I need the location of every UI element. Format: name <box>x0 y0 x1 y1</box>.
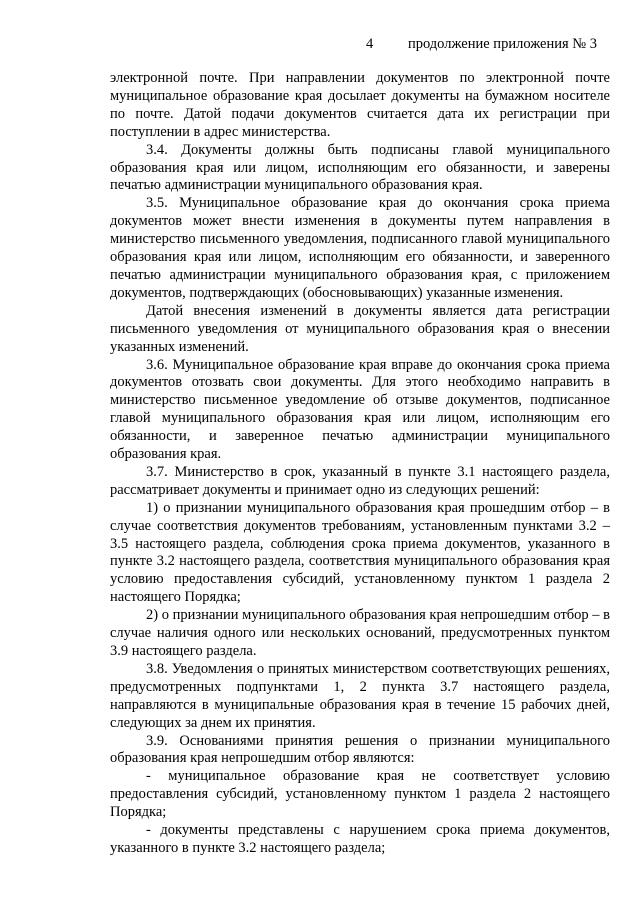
paragraph-3-8: 3.8. Уведомления о принятых министерством соответствующих решениях, предусмотренных подпунктами 1, 2 пункта 3.7 настоящего раздела, направляются в муниципальные образования края в течение 15 рабочих дней, следующих за днем их принятия. <box>110 660 610 731</box>
page-number: 4 <box>366 36 374 52</box>
paragraph-3-6: 3.6. Муниципальное образование края вправе до окончания срока приема документов отозвать свои документы. Для этого необходимо направить в министерство письменное уведомление об отзыве документов, подписанное главой муниципального образования края или лицом, исполняющим его обязанности, и заверенное печатью администрации муниципального образования края. <box>110 356 610 463</box>
paragraph-3-7-item-2: 2) о признании муниципального образования края непрошедшим отбор – в случае наличия одного или нескольких оснований, предусмотренных пунктом 3.9 настоящего раздела. <box>110 607 611 659</box>
paragraph-3-7: 3.7. Министерство в срок, указанный в пункте 3.1 настоящего раздела, рассматривает документы и принимает одно из следующих решений: <box>110 463 610 498</box>
page-header <box>0 36 640 56</box>
paragraph-3-5: 3.5. Муниципальное образование края до окончания срока приема документов может внести изменения в документы путем направления в министерство письменного уведомления, подписанного главой муниципального образования края или лицом, исполняющим его обязанности, и заверенного печатью администрации муниципального образования края, с приложением документов, подтверждающих (обосновывающих) указанные изменения. <box>110 195 610 301</box>
paragraph-3-9-bullet-2: - документы представлены с нарушением срока приема документов, указанного в пункте 3.2 настоящего раздела; <box>110 822 610 856</box>
paragraph-continued: электронной почте. При направлении документов по электронной почте муниципальное образование края досылает документы на бумажном носителе по почте. Датой подачи документов считается дата их регистрации при поступлении в адрес министерства. <box>110 70 610 140</box>
paragraph-3-7-item-1: 1) о признании муниципального образования края прошедшим отбор – в случае соответствия документов требованиям, установленным пунктами 3.2 – 3.5 настоящего раздела, соблюдения срока приема документов, указанного в пункте 3.2 настоящего раздела, соответствия муниципального образования края условию предоставления субсидий, установленному пунктом 1 раздела 2 настоящего Порядка; <box>110 499 610 606</box>
paragraph-3-9: 3.9. Основаниями принятия решения о признании муниципального образования края непрошедшим отбор являются: <box>110 732 610 767</box>
appendix-continuation-note: продолжение приложения № 3 <box>407 36 597 52</box>
paragraph-3-9-bullet-1: - муниципальное образование края не соответствует условию предоставления субсидий, установленному пунктом 1 раздела 2 настоящего Порядка; <box>110 768 610 821</box>
paragraph-3-4: 3.4. Документы должны быть подписаны главой муниципального образования края или лицом, исполняющим его обязанности, и заверены печатью администрации муниципального образования края. <box>110 141 610 194</box>
paragraph-3-5-date: Датой внесения изменений в документы является дата регистрации письменного уведомления от муниципального образования края о внесении указанных изменений. <box>110 302 610 355</box>
document-body <box>110 70 610 858</box>
